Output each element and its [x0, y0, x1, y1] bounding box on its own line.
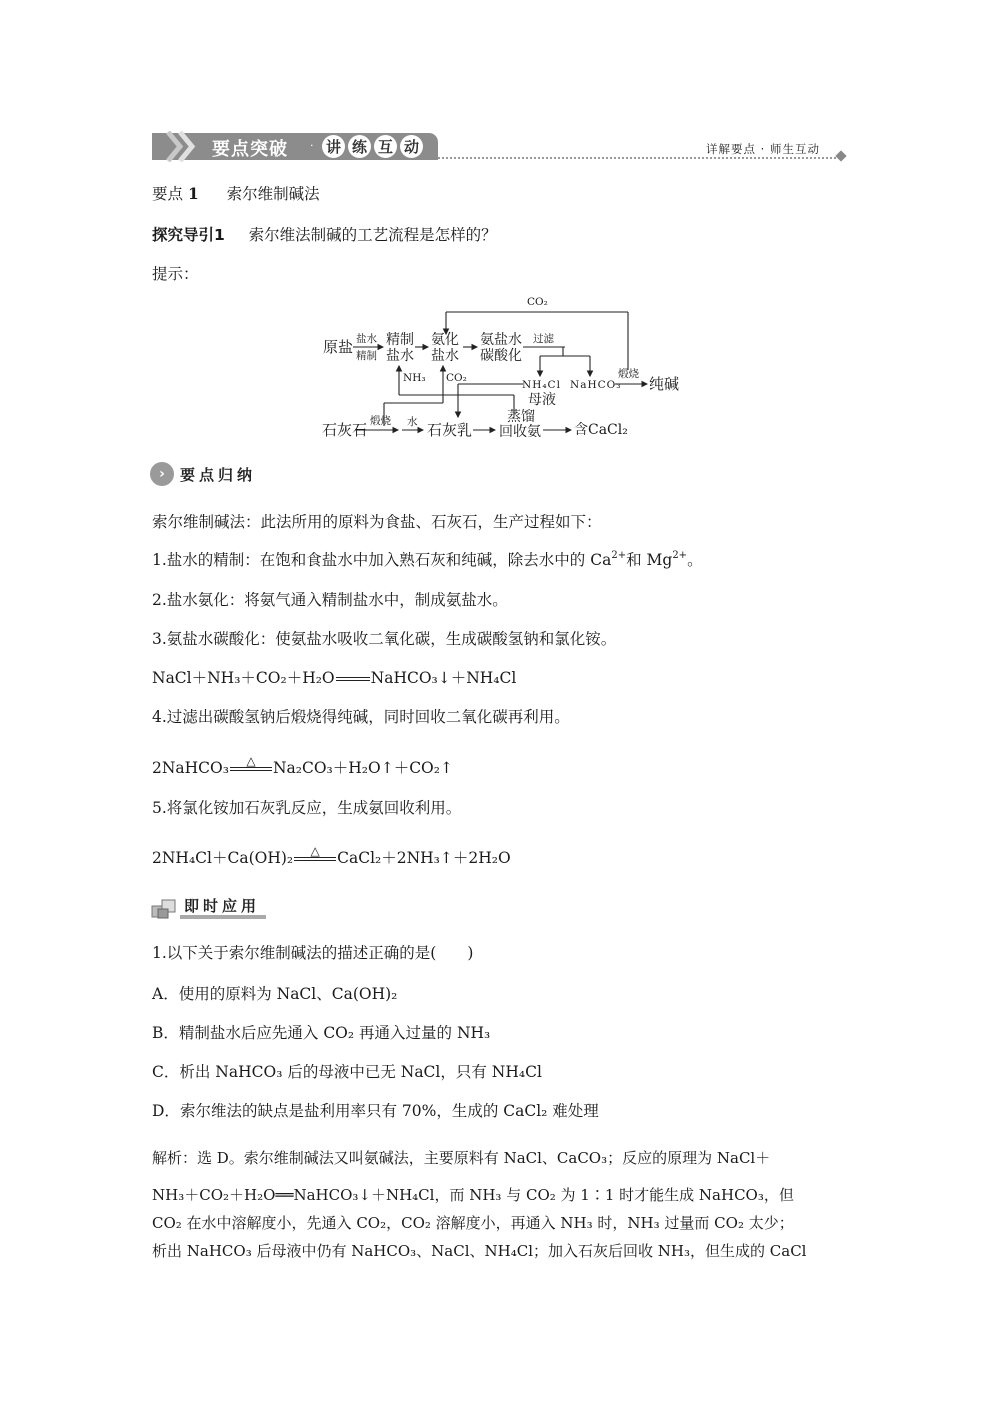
summary-intro: 索尔维制碱法：此法所用的原料为食盐、石灰石，生产过程如下： [152, 513, 602, 531]
heading-prefix: 要点 [152, 185, 184, 203]
summary-badge [150, 462, 264, 486]
node-co2: CO₂ [446, 372, 467, 384]
mg-charge: 2+ [672, 550, 688, 561]
step1-end: 。 [687, 551, 703, 569]
analysis-line-1: 解析：选 D。索尔维制碱法又叫氨碱法，主要原料有 NaCl、CaCO₃；反应的原理为 NaCl＋ [152, 1149, 771, 1167]
option-text: 索尔维法的缺点是盐利用率只有 70%，生成的 CaCl₂ 难处理 [179, 1102, 599, 1120]
eq2-rhs: Na₂CO₃＋H₂O↑＋CO₂↑ [272, 759, 453, 777]
eq3-lhs: 2NH₄Cl＋Ca(OH)₂ [152, 849, 294, 867]
option-a [152, 984, 397, 1004]
boxes-icon [150, 896, 178, 920]
equals-bar-heat [294, 844, 336, 861]
analysis-line-2: NH₃＋CO₂＋H₂O══NaHCO₃↓＋NH₄Cl，而 NH₃ 与 CO₂ 为 1∶1 时才能生成 NaHCO₃，但 [152, 1186, 794, 1204]
equation-2 [152, 754, 453, 778]
node-co2-recycle: CO₂ [527, 296, 548, 308]
heading-number: 1 [187, 184, 199, 203]
banner-circle-char: 互 [374, 135, 397, 158]
node-limestone: 石灰石 [322, 421, 368, 439]
heat-triangle-icon: △ [246, 754, 256, 768]
option-label: A． [152, 985, 179, 1003]
node-brine-label-bottom: 精制 [356, 350, 377, 362]
banner-separator: · [310, 139, 314, 152]
ca-charge: 2+ [611, 550, 627, 561]
option-text: 析出 NaHCO₃ 后的母液中已无 NaCl，只有 NH₄Cl [179, 1063, 542, 1081]
section-heading [152, 184, 320, 204]
step1-text: 1.盐水的精制：在饱和食盐水中加入熟石灰和纯碱，除去水中的 Ca [152, 551, 612, 569]
equation-3 [152, 844, 511, 868]
banner-circle-char: 讲 [322, 135, 345, 158]
double-chevron-icon [164, 131, 204, 162]
option-b [152, 1023, 490, 1043]
node-mother-liquor: 母液 [528, 392, 556, 408]
node-distill-bottom: 回收氨 [499, 424, 541, 440]
node-raw-salt: 原盐 [323, 338, 354, 356]
node-cacl2: 含CaCl₂ [574, 422, 628, 438]
node-brine-label-top: 盐水 [356, 333, 377, 345]
eq1-lhs: NaCl＋NH₃＋CO₂＋H₂O [152, 669, 335, 687]
banner-title: 要点突破 [212, 139, 288, 160]
analysis-line-4: 析出 NaHCO₃ 后母液中仍有 NaHCO₃、NaCl、NH₄Cl；加入石灰后回收 NH₃，但生成的 CaCl [152, 1242, 807, 1260]
node-ammoniated-bottom: 盐水 [431, 348, 459, 364]
node-refined-brine-bottom: 盐水 [386, 348, 414, 364]
node-carbonation-bottom: 碳酸化 [480, 348, 522, 364]
step1-mid: 和 Mg [626, 551, 673, 569]
node-soda-ash: 纯碱 [649, 375, 680, 393]
chevron-right-icon: › [150, 462, 174, 486]
summary-step-3: 3.氨盐水碳酸化：使氨盐水吸收二氧化碳，生成碳酸氢钠和氯化铵。 [152, 630, 617, 648]
option-text: 精制盐水后应先通入 CO₂ 再通入过量的 NH₃ [178, 1024, 491, 1042]
node-lime-milk: 石灰乳 [427, 421, 473, 439]
option-label: B． [152, 1024, 179, 1042]
section-banner [152, 133, 438, 160]
diamond-icon [835, 150, 846, 161]
summary-step-4: 4.过滤出碳酸氢钠后煅烧得纯碱，同时回收二氧化碳再利用。 [152, 708, 570, 726]
guide-question: 索尔维法制碱的工艺流程是怎样的？ [248, 226, 497, 244]
eq1-rhs: NaHCO₃↓＋NH₄Cl [370, 669, 517, 687]
option-label: C． [152, 1063, 180, 1081]
summary-step-1 [152, 550, 703, 570]
option-label: D． [152, 1102, 180, 1120]
badge-label: 即时应用 [184, 897, 261, 915]
banner-dotted-rule [438, 157, 836, 159]
guide-label: 探究导引1 [152, 226, 225, 244]
badge-label: 要点归纳 [180, 466, 257, 484]
guide-line [152, 225, 497, 245]
node-nh3: NH₃ [403, 372, 426, 384]
node-calcine-right: 煅烧 [618, 368, 639, 380]
node-refined-brine-top: 精制 [386, 332, 414, 348]
equation-1 [152, 668, 516, 688]
node-water: 水 [407, 416, 418, 428]
node-filter: 过滤 [533, 333, 554, 345]
banner-right-label: 详解要点 · 师生互动 [706, 142, 820, 156]
practice-badge [150, 894, 270, 922]
node-nh4cl: NH₄Cl [522, 379, 561, 391]
hint-label: 提示： [152, 265, 199, 283]
equals-bar [336, 677, 370, 681]
summary-step-5: 5.将氯化铵加石灰乳反应，生成氨回收利用。 [152, 799, 462, 817]
option-c [152, 1062, 542, 1082]
banner-circle-group [322, 135, 423, 158]
equals-bar-heat [230, 754, 272, 771]
node-ammoniated-top: 氨化 [431, 332, 459, 348]
node-calcine-left: 煅烧 [370, 415, 391, 427]
node-distill-top: 蒸馏 [507, 409, 535, 425]
eq3-rhs: CaCl₂＋2NH₃↑＋2H₂O [337, 849, 511, 867]
summary-step-2: 2.盐水氨化：将氨气通入精制盐水中，制成氨盐水。 [152, 591, 508, 609]
process-flow-diagram [315, 290, 685, 440]
node-nahco3: NaHCO₃ [570, 379, 622, 391]
option-d [152, 1101, 599, 1121]
heat-triangle-icon: △ [310, 844, 320, 858]
banner-circle-char: 动 [400, 135, 423, 158]
node-carbonation-top: 氨盐水 [480, 332, 522, 348]
heading-title: 索尔维制碱法 [226, 185, 320, 203]
practice-question: 1.以下关于索尔维制碱法的描述正确的是( ) [152, 944, 474, 962]
option-text: 使用的原料为 NaCl、Ca(OH)₂ [178, 985, 398, 1003]
banner-circle-char: 练 [348, 135, 371, 158]
analysis-line-3: CO₂ 在水中溶解度小，先通入 CO₂，CO₂ 溶解度小，再通入 NH₃ 时，NH₃ 过量而 CO₂ 太少； [152, 1214, 794, 1232]
eq2-lhs: 2NaHCO₃ [152, 759, 229, 777]
